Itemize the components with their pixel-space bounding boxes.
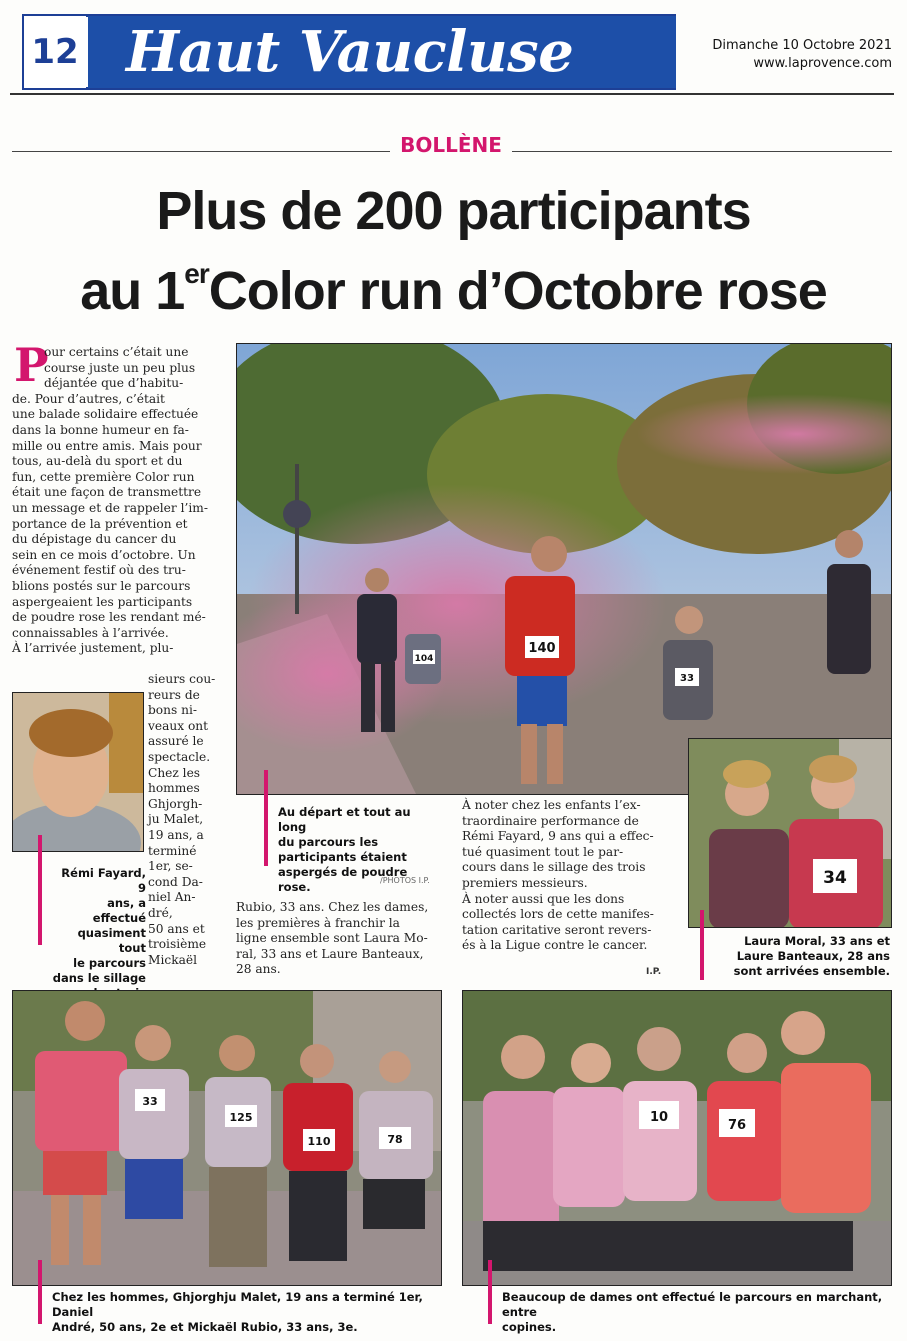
text-line: aspergeaient les participants <box>12 594 193 609</box>
text-line: 19 ans, a <box>148 827 204 842</box>
caption-bar-remi <box>38 835 42 945</box>
text-line: À l’arrivée justement, plu- <box>12 641 174 656</box>
text-line: Rubio, 33 ans. Chez les dames, <box>236 900 429 914</box>
text-line: reurs de <box>148 687 200 702</box>
caption-bar-main <box>264 770 268 866</box>
text-line: ral, 33 ans et Laure Banteaux, <box>236 946 424 961</box>
text-line: événement festif où des tru- <box>12 563 186 578</box>
bib-women-1: 10 <box>649 1110 669 1125</box>
text-line: Chez les <box>148 765 201 780</box>
article-signature: I.P. <box>646 967 662 977</box>
headline-part-b: Color run d’Octobre rose <box>208 261 827 321</box>
text-line: blions postés sur le parcours <box>12 578 191 593</box>
photo-men-podium <box>12 990 442 1286</box>
text-line: un message et de rappeler l’im- <box>12 500 208 515</box>
page-number: 12 <box>24 16 86 88</box>
caption-line: du parcours les <box>278 835 379 849</box>
article-column-3 <box>462 798 668 954</box>
caption-line: quasiment tout <box>77 926 146 955</box>
bib-child: 33 <box>680 673 694 684</box>
text-line: traordinaire performance de <box>462 813 639 828</box>
text-line: les premières à franchir la <box>236 915 400 930</box>
drop-cap: P <box>14 338 49 392</box>
caption-line: le parcours <box>73 956 146 970</box>
main-photo-runners <box>236 343 892 795</box>
text-line: cond Da- <box>148 874 203 889</box>
section-rule-left <box>12 151 390 152</box>
text-line: dans la bonne humeur en fa- <box>12 422 189 437</box>
text-line: 28 ans. <box>236 962 281 977</box>
text-line: collectés lors de cette manifes- <box>462 907 654 922</box>
text-line: du dépistage du cancer du <box>12 532 177 547</box>
caption-line: dans le sillage <box>52 971 146 985</box>
text-line: tué quasiment tout le par- <box>462 844 624 859</box>
text-line: était une façon de transmettre <box>12 485 202 500</box>
caption-line: sont arrivées ensemble. <box>733 964 890 978</box>
text-line: de poudre rose les rendant mé- <box>12 610 206 625</box>
text-line: portance de la prévention et <box>12 516 188 531</box>
caption-line: Beaucoup de dames ont effectué le parcours en marchant, entre <box>502 1290 883 1319</box>
text-line: course juste un peu plus <box>44 360 196 375</box>
text-line: niel An- <box>148 890 196 905</box>
caption-bar-women <box>488 1260 492 1324</box>
bib-men-2: 125 <box>229 1111 253 1124</box>
text-line: À noter chez les enfants l’ex- <box>462 798 641 812</box>
caption-line: Laure Banteaux, 28 ans <box>736 949 890 963</box>
text-line: our certains c’était une <box>44 345 189 359</box>
caption-line: copines. <box>502 1320 557 1334</box>
text-line: À noter aussi que les dons <box>462 891 625 906</box>
text-line: sein en ce mois d’octobre. Un <box>12 547 196 562</box>
article-column-1 <box>12 338 230 657</box>
text-line: connaissables à l’arrivée. <box>12 625 169 640</box>
text-line: une balade solidaire effectuée <box>12 407 199 422</box>
text-line: Mickaël <box>148 952 197 967</box>
text-line: terminé <box>148 843 197 858</box>
section-banner: Haut Vaucluse <box>88 16 676 88</box>
text-line: 50 ans et <box>148 921 205 936</box>
text-line: assuré le <box>148 734 204 749</box>
header-rule <box>10 93 894 95</box>
bib-women-2: 76 <box>727 1118 747 1133</box>
caption-line: Au départ et tout au long <box>278 805 411 834</box>
caption-laura <box>712 934 890 979</box>
bib-left-walker: 104 <box>414 654 434 664</box>
text-line: tous, au-delà du sport et du <box>12 454 183 469</box>
caption-women <box>502 1290 902 1335</box>
photo-credit: /PHOTOS I.P. <box>380 876 430 885</box>
text-line: hommes <box>148 781 200 796</box>
text-line: ju Malet, <box>148 812 204 827</box>
caption-line: Chez les hommes, Ghjorghju Malet, 19 ans a terminé 1er, Daniel <box>52 1290 423 1319</box>
text-line: premiers messieurs. <box>462 875 588 890</box>
caption-bar-men <box>38 1260 42 1324</box>
text-line: Rémi Fayard, 9 ans qui a effec- <box>462 829 654 844</box>
bib-laura: 34 <box>823 868 847 888</box>
caption-line: participants étaient <box>278 850 407 864</box>
bib-men-1: 33 <box>142 1095 158 1108</box>
photo-women-group <box>462 990 892 1286</box>
caption-line: André, 50 ans, 2e et Mickaël Rubio, 33 ans, 3e. <box>52 1320 358 1334</box>
text-line: fun, cette première Color run <box>12 469 195 484</box>
caption-line: Laura Moral, 33 ans et <box>744 934 890 948</box>
caption-line: aspergés de poudre rose. <box>278 865 408 894</box>
issue-date: Dimanche 10 Octobre 2021 <box>712 38 892 53</box>
headline-part-a: au 1 <box>80 261 185 321</box>
text-line: 1er, se- <box>148 859 193 874</box>
location-label: BOLLÈNE <box>400 133 502 157</box>
bib-men-4: 78 <box>387 1133 403 1146</box>
photo-laura-laure <box>688 738 892 928</box>
caption-line: Rémi Fayard, 9 <box>61 866 146 895</box>
text-line: dré, <box>148 905 173 920</box>
text-line: ligne ensemble sont Laura Mo- <box>236 931 428 946</box>
headline-line-2 <box>0 258 907 322</box>
website-link[interactable]: www.laprovence.com <box>753 56 892 71</box>
text-line: mille ou entre amis. Mais pour <box>12 438 202 453</box>
text-line: Ghjorgh- <box>148 796 203 811</box>
text-line: bons ni- <box>148 703 197 718</box>
text-line: spectacle. <box>148 749 211 764</box>
text-line: de. Pour d’autres, c’était <box>12 391 165 406</box>
text-line: tation caritative seront revers- <box>462 922 652 937</box>
text-line: sieurs cou- <box>148 672 216 686</box>
bib-men-3: 110 <box>307 1135 331 1148</box>
caption-main-photo <box>278 805 438 895</box>
photo-remi <box>12 692 144 852</box>
section-rule-right <box>512 151 892 152</box>
text-line: cours dans le sillage des trois <box>462 860 646 875</box>
text-line: déjantée que d’habitu- <box>44 376 184 391</box>
article-column-1-narrow <box>148 672 228 968</box>
caption-bar-laura <box>700 910 704 980</box>
caption-line: ans, a effectué <box>92 896 146 925</box>
bib-main-runner: 140 <box>528 641 556 656</box>
headline-sup: er <box>184 258 209 289</box>
article-column-2 <box>236 900 442 978</box>
caption-men <box>52 1290 452 1335</box>
text-line: és à la Ligue contre le cancer. <box>462 938 648 953</box>
text-line: troisième <box>148 937 207 952</box>
text-line: veaux ont <box>148 718 209 733</box>
headline-line-1: Plus de 200 participants <box>156 181 751 241</box>
